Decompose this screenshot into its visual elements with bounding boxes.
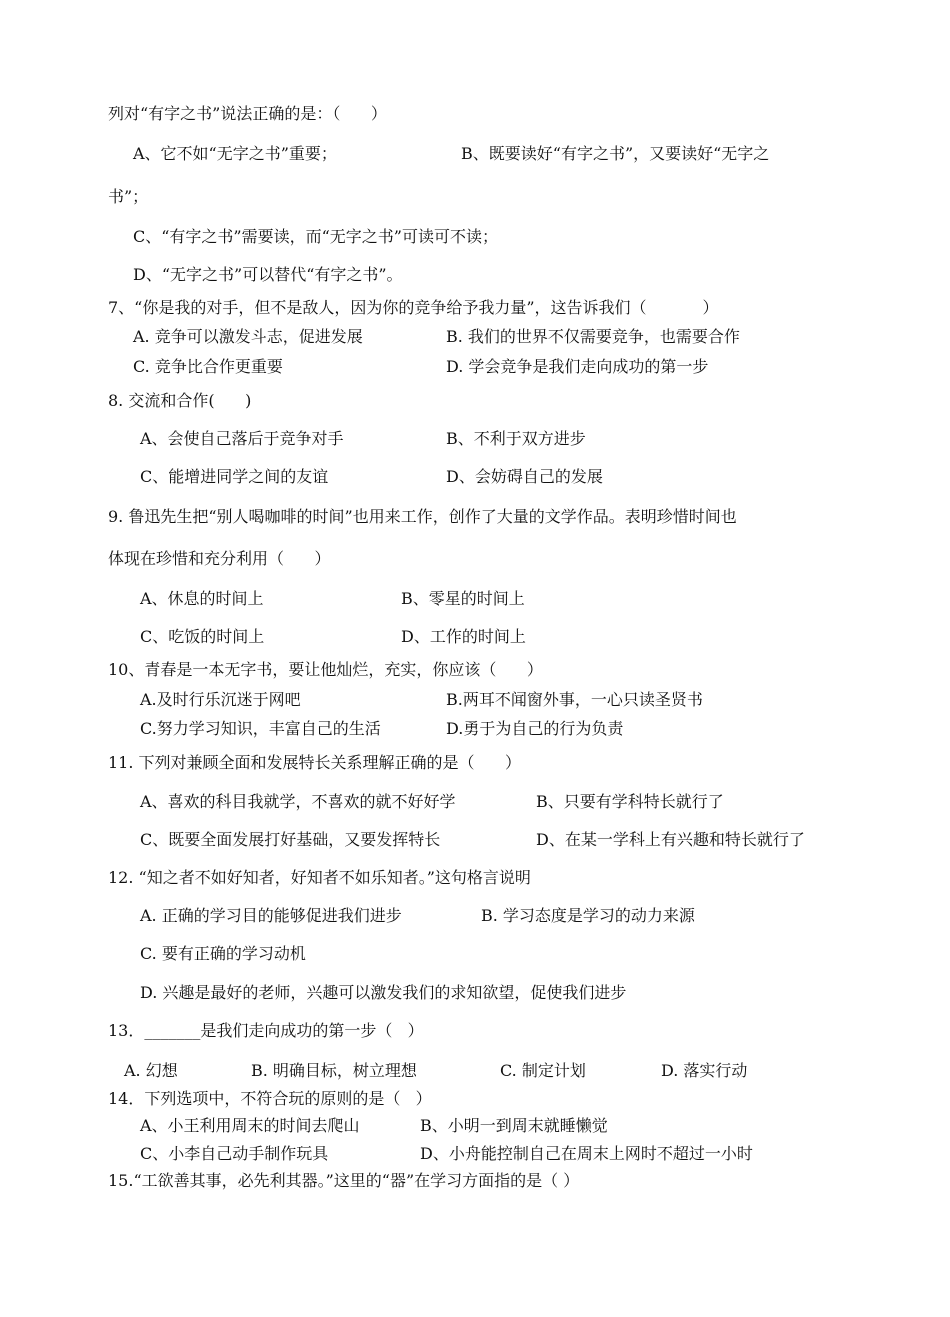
question-10-stem: 10、青春是一本无字书，要让他灿烂，充实，你应该（ ） [108, 660, 543, 679]
option-13a: A. 幻想 [124, 1061, 178, 1080]
option-14c: C、小李自己动手制作玩具 [140, 1144, 329, 1163]
option-11c: C、既要全面发展打好基础，又要发挥特长 [140, 830, 441, 849]
option-12d: D. 兴趣是最好的老师，兴趣可以激发我们的求知欲望，促使我们进步 [140, 983, 627, 1002]
option-14d: D、小舟能控制自己在周末上网时不超过一小时 [420, 1144, 753, 1163]
option-12b: B. 学习态度是学习的动力来源 [481, 906, 695, 925]
option-10d: D.勇于为自己的行为负责 [446, 719, 624, 738]
option-8b: B、不利于双方进步 [446, 429, 586, 448]
question-9-stem: 9. 鲁迅先生把“别人喝咖啡的时间”也用来工作，创作了大量的文学作品。表明珍惜时间也 [108, 507, 737, 526]
question-8-stem: 8. 交流和合作( ) [108, 391, 252, 410]
question-12-stem: 12. “知之者不如好知者，好知者不如乐知者。”这句格言说明 [108, 868, 531, 887]
option-6b: B、既要读好“有字之书”，又要读好“无字之 [461, 144, 770, 163]
option-11d: D、在某一学科上有兴趣和特长就行了 [536, 830, 805, 849]
option-6b-cont: 书”； [108, 187, 149, 206]
option-9d: D、工作的时间上 [401, 627, 526, 646]
option-11b: B、只要有学科特长就行了 [536, 792, 724, 811]
question-6-stem: 列对“有字之书”说法正确的是：（ ） [108, 104, 387, 123]
question-11-stem: 11. 下列对兼顾全面和发展特长关系理解正确的是（ ） [108, 753, 522, 772]
option-9b: B、零星的时间上 [401, 589, 525, 608]
question-15-stem: 15.“工欲善其事，必先利其器。”这里的“器”在学习方面指的是（ ） [108, 1171, 580, 1190]
option-9c: C、吃饭的时间上 [140, 627, 265, 646]
option-12c: C. 要有正确的学习动机 [140, 944, 306, 963]
option-14a: A、小王利用周末的时间去爬山 [140, 1116, 360, 1135]
question-9-stem-cont: 体现在珍惜和充分利用（ ） [108, 549, 331, 568]
option-13b: B. 明确目标，树立理想 [251, 1061, 417, 1080]
option-9a: A、休息的时间上 [140, 589, 264, 608]
option-13c: C. 制定计划 [500, 1061, 586, 1080]
question-7-stem: 7、“你是我的对手，但不是敌人，因为你的竞争给予我力量”，这告诉我们（ ） [108, 298, 719, 317]
option-10c: C.努力学习知识，丰富自己的生活 [140, 719, 381, 738]
option-7c: C. 竞争比合作更重要 [133, 357, 283, 376]
option-12a: A. 正确的学习目的能够促进我们进步 [140, 906, 402, 925]
option-6d: D、“无字之书”可以替代“有字之书”。 [133, 265, 403, 284]
question-14-stem: 14．下列选项中，不符合玩的原则的是（ ） [108, 1089, 432, 1108]
option-8d: D、会妨碍自己的发展 [446, 467, 603, 486]
option-13d: D. 落实行动 [661, 1061, 748, 1080]
question-13-stem: 13．_______是我们走向成功的第一步（ ） [108, 1021, 424, 1040]
option-7b: B. 我们的世界不仅需要竞争，也需要合作 [446, 327, 740, 346]
option-6c: C、“有字之书”需要读，而“无字之书”可读可不读； [133, 227, 498, 246]
option-8a: A、会使自己落后于竞争对手 [140, 429, 344, 448]
option-8c: C、能增进同学之间的友谊 [140, 467, 329, 486]
option-10b: B.两耳不闻窗外事，一心只读圣贤书 [446, 690, 703, 709]
option-10a: A.及时行乐沉迷于网吧 [140, 690, 301, 709]
option-11a: A、喜欢的科目我就学，不喜欢的就不好好学 [140, 792, 456, 811]
option-7a: A. 竞争可以激发斗志，促进发展 [133, 327, 363, 346]
option-6a: A、它不如“无字之书”重要； [133, 144, 337, 163]
option-14b: B、小明一到周末就睡懒觉 [420, 1116, 608, 1135]
option-7d: D. 学会竞争是我们走向成功的第一步 [446, 357, 709, 376]
